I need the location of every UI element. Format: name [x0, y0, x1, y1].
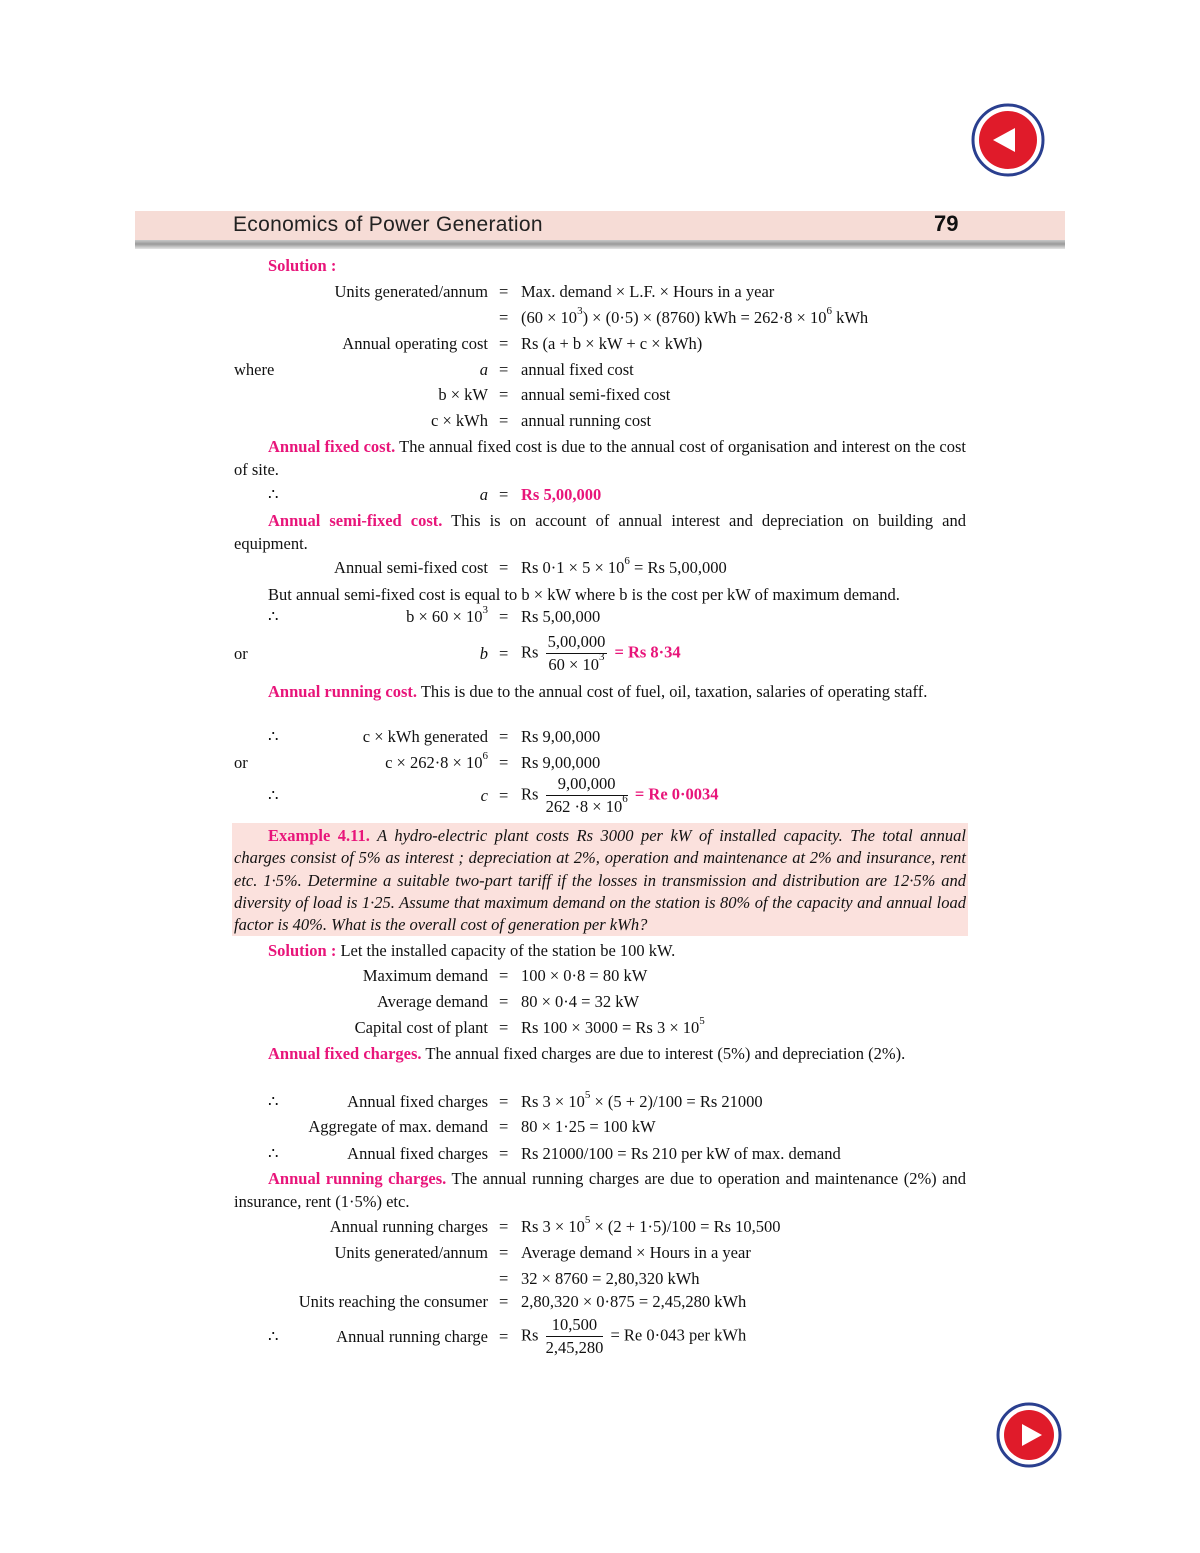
- paragraph: Annual fixed cost. The annual fixed cost is due to the annual cost of organisation and interest on the cost of site.: [234, 437, 966, 479]
- equals-sign: =: [499, 727, 509, 746]
- equals-sign: =: [499, 607, 509, 626]
- eq-right: $(60 \times 10^3) \times (0\cdot 5) \times (8760)$ kWh = $262\cdot 8 \times 10^6$ kWh: [521, 305, 869, 327]
- eq-right: 80 × 0·4 = 32 kW: [521, 992, 640, 1011]
- eq-right: Rs 5,00,000: [521, 607, 601, 626]
- eq-right: Rs (a + b × kW + c × kWh): [521, 334, 703, 353]
- eq-right: Rs 100 × 3000 = Rs $3 \times 10^5$: [521, 1015, 705, 1037]
- fraction-expression: Rs $\frac{9,00,000}{262 \cdot 8 \times 10^6}$ = Re 0·0034: [521, 774, 719, 816]
- equals-sign: =: [499, 485, 509, 504]
- eq-right: annual semi-fixed cost: [521, 385, 671, 404]
- result-value: Rs 5,00,000: [521, 485, 602, 504]
- equals-sign: =: [499, 1092, 509, 1111]
- equals-sign: =: [499, 786, 509, 805]
- eq-left: Units generated/annum: [334, 1243, 488, 1262]
- eq-left: $c \times 262\cdot 8 \times 10^6$: [385, 750, 488, 772]
- eq-left: Annual semi-fixed cost: [334, 558, 488, 577]
- eq-right: 100 × 0·8 = 80 kW: [521, 966, 648, 985]
- eq-left: $b \times 60 \times 10^3$: [406, 604, 488, 626]
- equals-sign: =: [499, 966, 509, 985]
- eq-right: annual fixed cost: [521, 360, 634, 379]
- fraction-expression: Rs $\frac{10,500}{2,45,280}$ = Re 0·043 per kWh: [521, 1315, 747, 1357]
- equals-sign: =: [499, 1117, 509, 1136]
- where-label: where: [234, 360, 275, 379]
- equals-sign: =: [499, 334, 509, 353]
- equals-sign: =: [499, 992, 509, 1011]
- equals-sign: =: [499, 558, 509, 577]
- eq-right: 32 × 8760 = 2,80,320 kWh: [521, 1269, 700, 1288]
- eq-right: Rs 9,00,000: [521, 727, 601, 746]
- eq-left: c × kWh: [431, 411, 488, 430]
- eq-right: 2,80,320 × 0·875 = 2,45,280 kWh: [521, 1292, 747, 1311]
- eq-left: Annual fixed charges: [347, 1092, 488, 1111]
- equals-sign: =: [499, 1144, 509, 1163]
- paragraph: Annual running cost. This is due to the annual cost of fuel, oil, taxation, salaries of operating staff.: [268, 682, 928, 701]
- therefore-symbol: ∴: [268, 1092, 279, 1111]
- example-text: Example 4.11. A hydro-electric plant costs Rs 3000 per kW of installed capacity. The total annual charges consist of 5% as interest ; depreciation at 2%, operation and maintenance at 2% and insurance, rent etc. 1·5%. Determine a suitable two-part tariff if the losses in transmission and distribution are 12·5% and diversity of load is 1·25. Assume that maximum demand on the station is 80% of the capacity and annual load factor is 40%. What is the overall cost of generation per kWh?: [234, 826, 966, 935]
- eq-left: Units generated/annum: [334, 282, 488, 301]
- eq-left: Annual running charge: [336, 1327, 488, 1346]
- equals-sign: =: [499, 411, 509, 430]
- eq-right: Rs 9,00,000: [521, 753, 601, 772]
- eq-right: Rs $0\cdot 1 \times 5 \times 10^6 = Rs$ 5,00,000: [521, 555, 727, 577]
- paragraph: Annual running charges. The annual running charges are due to operation and maintenance (2%) and insurance, rent (1·5%) etc.: [234, 1169, 966, 1211]
- equals-sign: =: [499, 1292, 509, 1311]
- eq-left: Average demand: [376, 992, 488, 1011]
- eq-left: b: [479, 644, 488, 663]
- therefore-symbol: ∴: [268, 485, 279, 504]
- equals-sign: =: [499, 1018, 509, 1037]
- eq-right: Rs $3 \times 10^5 \times (5 + 2)/100 = Rs$ 21000: [521, 1089, 763, 1111]
- paragraph: Annual fixed charges. The annual fixed charges are due to interest (5%) and depreciation (2%).: [268, 1044, 906, 1063]
- eq-left: Units reaching the consumer: [298, 1292, 488, 1311]
- equals-sign: =: [499, 360, 509, 379]
- chapter-title: Economics of Power Generation: [233, 213, 543, 236]
- eq-left: a: [479, 360, 488, 379]
- or-label: or: [234, 644, 248, 663]
- equals-sign: =: [499, 644, 509, 663]
- eq-left: c: [480, 786, 488, 805]
- eq-right: Max. demand × L.F. × Hours in a year: [521, 282, 775, 301]
- text-line: But annual semi-fixed cost is equal to b × kW where b is the cost per kW of maximum demand.: [268, 585, 900, 604]
- eq-left: b × kW: [438, 385, 488, 404]
- equals-sign: =: [499, 308, 509, 327]
- equals-sign: =: [499, 1243, 509, 1262]
- equals-sign: =: [499, 1269, 509, 1288]
- solution-label: Solution :: [268, 256, 337, 275]
- eq-left: Annual operating cost: [342, 334, 488, 353]
- therefore-symbol: ∴: [268, 607, 279, 626]
- eq-left: Maximum demand: [362, 966, 488, 985]
- paragraph: Annual semi-fixed cost. This is on account of annual interest and depreciation on building and equipment.: [234, 511, 966, 553]
- therefore-symbol: ∴: [268, 727, 279, 746]
- therefore-symbol: ∴: [268, 1144, 279, 1163]
- therefore-symbol: ∴: [268, 1327, 279, 1346]
- equals-sign: =: [499, 385, 509, 404]
- eq-left: Aggregate of max. demand: [308, 1117, 488, 1136]
- eq-right: Rs $3 \times 10^5 \times (2 + 1\cdot 5)/100 = Rs$ 10,500: [521, 1214, 781, 1236]
- eq-left: Annual running charges: [329, 1217, 488, 1236]
- equals-sign: =: [499, 753, 509, 772]
- eq-left: Capital cost of plant: [354, 1018, 488, 1037]
- page-number: 79: [934, 211, 959, 236]
- equals-sign: =: [499, 1327, 509, 1346]
- therefore-symbol: ∴: [268, 786, 279, 805]
- eq-left: c × kWh generated: [362, 727, 488, 746]
- eq-right: Average demand × Hours in a year: [521, 1243, 751, 1262]
- eq-left: Annual fixed charges: [347, 1144, 488, 1163]
- fraction-expression: Rs $\frac{5,00,000}{60 \times 10^3}$ = Rs 8·34: [521, 632, 681, 674]
- eq-right: Rs 21000/100 = Rs 210 per kW of max. demand: [521, 1144, 841, 1163]
- equals-sign: =: [499, 1217, 509, 1236]
- equals-sign: =: [499, 282, 509, 301]
- eq-right: annual running cost: [521, 411, 652, 430]
- eq-right: 80 × 1·25 = 100 kW: [521, 1117, 656, 1136]
- or-label: or: [234, 753, 248, 772]
- solution-line: Solution : Let the installed capacity of the station be 100 kW.: [268, 941, 676, 960]
- eq-left: a: [479, 485, 488, 504]
